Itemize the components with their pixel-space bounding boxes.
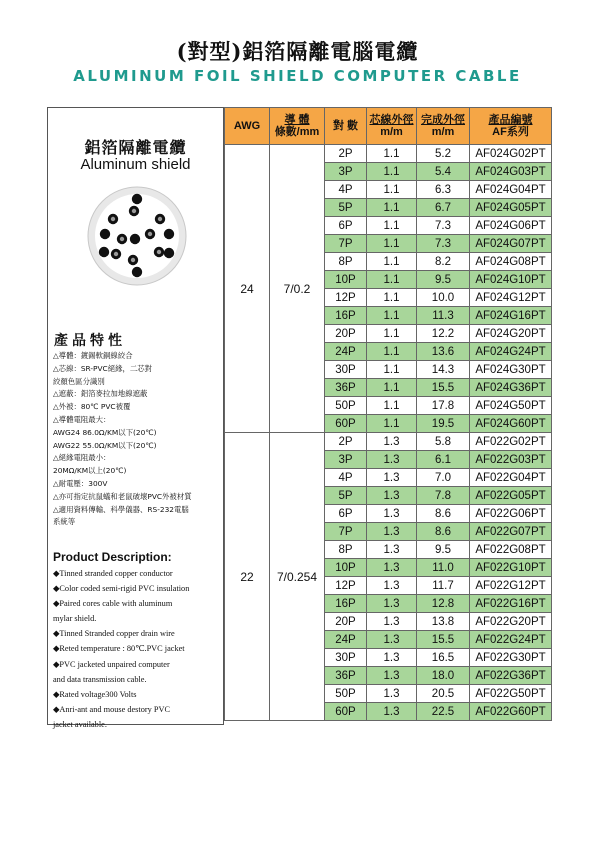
finished-od-cell: 17.8 — [417, 397, 470, 415]
core-od-cell: 1.1 — [367, 289, 417, 307]
core-od-cell: 1.3 — [367, 541, 417, 559]
table-header-row — [225, 108, 552, 145]
description-line: ◆Reted temperature : 80℃.PVC jacket — [53, 644, 185, 654]
product-no-cell: AF022G06PT — [470, 505, 552, 523]
core-od-cell: 1.3 — [367, 631, 417, 649]
feature-line: 20MΩ/KM以上(20℃) — [53, 466, 127, 476]
description-line: mylar shield. — [53, 614, 97, 624]
product-no-cell: AF022G12PT — [470, 577, 552, 595]
core-od-cell: 1.1 — [367, 145, 417, 163]
core-od-cell: 1.1 — [367, 181, 417, 199]
spec-table — [224, 107, 552, 721]
product-no-cell: AF024G36PT — [470, 379, 552, 397]
core-od-cell: 1.3 — [367, 433, 417, 451]
core-od-cell: 1.1 — [367, 415, 417, 433]
finished-od-cell: 8.2 — [417, 253, 470, 271]
pairs-cell: 2P — [325, 145, 367, 163]
pairs-cell: 30P — [325, 361, 367, 379]
panel-title-zh: 鋁箔隔離電纜 — [84, 138, 187, 157]
pairs-cell: 36P — [325, 379, 367, 397]
product-no-cell: AF022G05PT — [470, 487, 552, 505]
pairs-cell: 6P — [325, 217, 367, 235]
core-od-cell: 1.1 — [367, 325, 417, 343]
feature-line: 系統等 — [53, 517, 76, 527]
core-od-cell: 1.3 — [367, 451, 417, 469]
core-od-cell: 1.1 — [367, 307, 417, 325]
core-od-cell: 1.3 — [367, 505, 417, 523]
pairs-cell: 60P — [325, 703, 367, 721]
pairs-cell: 50P — [325, 685, 367, 703]
core-od-cell: 1.1 — [367, 253, 417, 271]
core-od-cell: 1.3 — [367, 523, 417, 541]
feature-line: AWG24 86.0Ω/KM以下(20℃) — [53, 427, 157, 437]
feature-line: △外被：80℃ PVC被覆 — [53, 402, 131, 412]
feature-line: △亦可指定抗鼠蟻和老鼠破壞PVC外被材質 — [53, 491, 192, 501]
pairs-cell: 60P — [325, 415, 367, 433]
pairs-cell: 3P — [325, 451, 367, 469]
core-od-cell: 1.1 — [367, 379, 417, 397]
header-pairs: 對 數 — [325, 108, 367, 145]
finished-od-cell: 7.3 — [417, 217, 470, 235]
product-no-cell: AF024G12PT — [470, 289, 552, 307]
product-no-cell: AF022G03PT — [470, 451, 552, 469]
finished-od-cell: 6.3 — [417, 181, 470, 199]
pairs-cell: 2P — [325, 433, 367, 451]
finished-od-cell: 5.4 — [417, 163, 470, 181]
finished-od-cell: 13.6 — [417, 343, 470, 361]
description-line: ◆Tinned Stranded copper drain wire — [53, 629, 175, 639]
finished-od-cell: 13.8 — [417, 613, 470, 631]
feature-line: △耐電壓：300V — [53, 478, 108, 488]
finished-od-cell: 15.5 — [417, 631, 470, 649]
core-od-cell: 1.3 — [367, 487, 417, 505]
pairs-cell: 20P — [325, 325, 367, 343]
page-title: (對型)鋁箔隔離電腦電纜 — [176, 39, 419, 64]
pairs-cell: 24P — [325, 343, 367, 361]
description-line: ◆Color coded semi-rigid PVC insulation — [53, 584, 190, 594]
feature-line: △遮蔽：鋁箔麥拉加地線遮蔽 — [53, 389, 148, 399]
feature-line: △適用資料傳輸、科學儀器、RS-232電腦 — [53, 504, 189, 514]
finished-od-cell: 15.5 — [417, 379, 470, 397]
core-od-cell: 1.3 — [367, 613, 417, 631]
finished-od-cell: 12.2 — [417, 325, 470, 343]
product-no-cell: AF022G20PT — [470, 613, 552, 631]
pairs-cell: 16P — [325, 595, 367, 613]
pairs-cell: 10P — [325, 271, 367, 289]
product-no-cell: AF022G24PT — [470, 631, 552, 649]
description-list — [53, 566, 225, 732]
finished-od-cell: 7.3 — [417, 235, 470, 253]
product-no-cell: AF024G20PT — [470, 325, 552, 343]
finished-od-cell: 20.5 — [417, 685, 470, 703]
core-od-cell: 1.1 — [367, 361, 417, 379]
product-no-cell: AF024G08PT — [470, 253, 552, 271]
finished-od-cell: 5.2 — [417, 145, 470, 163]
product-no-cell: AF022G08PT — [470, 541, 552, 559]
finished-od-cell: 6.7 — [417, 199, 470, 217]
panel-title-en: Aluminum shield — [80, 156, 191, 173]
header-awg: AWG — [225, 108, 270, 145]
core-od-cell: 1.3 — [367, 649, 417, 667]
page-subtitle: ALUMINUM FOIL SHIELD COMPUTER CABLE — [73, 67, 522, 85]
finished-od-cell: 6.1 — [417, 451, 470, 469]
product-no-cell: AF024G07PT — [470, 235, 552, 253]
finished-od-cell: 11.7 — [417, 577, 470, 595]
awg-cell: 22 — [225, 433, 270, 721]
core-od-cell: 1.1 — [367, 163, 417, 181]
product-no-cell: AF024G02PT — [470, 145, 552, 163]
core-od-cell: 1.3 — [367, 577, 417, 595]
description-line: and data transmission cable. — [53, 674, 147, 684]
core-od-cell: 1.3 — [367, 595, 417, 613]
pairs-cell: 7P — [325, 523, 367, 541]
conductor-cell: 7/0.254 — [270, 433, 325, 721]
pairs-cell: 16P — [325, 307, 367, 325]
finished-od-cell: 12.8 — [417, 595, 470, 613]
product-no-cell: AF022G50PT — [470, 685, 552, 703]
conductor-cell: 7/0.2 — [270, 145, 325, 433]
product-no-cell: AF024G06PT — [470, 217, 552, 235]
feature-line: △導體：鍍錫軟銅線絞合 — [53, 351, 133, 360]
pairs-cell: 6P — [325, 505, 367, 523]
pairs-cell: 8P — [325, 253, 367, 271]
description-line: ◆PVC jacketed unpaired computer — [53, 659, 170, 669]
finished-od-cell: 22.5 — [417, 703, 470, 721]
core-od-cell: 1.1 — [367, 235, 417, 253]
product-no-cell: AF024G05PT — [470, 199, 552, 217]
product-info-panel — [47, 107, 224, 729]
finished-od-cell: 14.3 — [417, 361, 470, 379]
pairs-cell: 3P — [325, 163, 367, 181]
finished-od-cell: 5.8 — [417, 433, 470, 451]
finished-od-cell: 7.8 — [417, 487, 470, 505]
pairs-cell: 5P — [325, 199, 367, 217]
finished-od-cell: 8.6 — [417, 505, 470, 523]
header-conductor: 導 體 條數/mm — [270, 108, 325, 145]
pairs-cell: 12P — [325, 289, 367, 307]
core-od-cell: 1.1 — [367, 397, 417, 415]
features-title: 產品特性 — [54, 333, 126, 349]
product-no-cell: AF024G04PT — [470, 181, 552, 199]
finished-od-cell: 8.6 — [417, 523, 470, 541]
pairs-cell: 50P — [325, 397, 367, 415]
product-no-cell: AF024G60PT — [470, 415, 552, 433]
core-od-cell: 1.3 — [367, 667, 417, 685]
pairs-cell: 8P — [325, 541, 367, 559]
table-body — [225, 145, 552, 721]
product-no-cell: AF024G50PT — [470, 397, 552, 415]
feature-line: 絞顏色區分識別 — [53, 376, 105, 386]
header-finished-od: 完成外徑 m/m — [417, 108, 470, 145]
pairs-cell: 4P — [325, 181, 367, 199]
product-no-cell: AF024G30PT — [470, 361, 552, 379]
finished-od-cell: 7.0 — [417, 469, 470, 487]
pairs-cell: 5P — [325, 487, 367, 505]
product-no-cell: AF022G10PT — [470, 559, 552, 577]
product-no-cell: AF022G16PT — [470, 595, 552, 613]
core-od-cell: 1.3 — [367, 703, 417, 721]
core-od-cell: 1.1 — [367, 271, 417, 289]
pairs-cell: 30P — [325, 649, 367, 667]
description-line: ◆Rated voltage300 Volts — [53, 689, 137, 699]
header-core-od: 芯線外徑 m/m — [367, 108, 417, 145]
finished-od-cell: 9.5 — [417, 271, 470, 289]
feature-line: △芯線：SR-PVC絕緣，二芯對 — [53, 363, 153, 373]
product-no-cell: AF024G16PT — [470, 307, 552, 325]
product-no-cell: AF024G10PT — [470, 271, 552, 289]
product-no-cell: AF022G07PT — [470, 523, 552, 541]
core-od-cell: 1.1 — [367, 199, 417, 217]
feature-line: △絕緣電阻最小： — [53, 453, 111, 463]
finished-od-cell: 11.0 — [417, 559, 470, 577]
finished-od-cell: 9.5 — [417, 541, 470, 559]
product-no-cell: AF024G03PT — [470, 163, 552, 181]
description-title: Product Description: — [53, 550, 172, 564]
description-line: jacket available. — [53, 719, 107, 729]
product-no-cell: AF022G60PT — [470, 703, 552, 721]
feature-line: AWG22 55.0Ω/KM以下(20℃) — [53, 440, 157, 450]
description-line: ◆Paired cores cable with aluminum — [53, 599, 173, 609]
table-row — [225, 145, 552, 163]
finished-od-cell: 18.0 — [417, 667, 470, 685]
table-row — [225, 433, 552, 451]
pairs-cell: 20P — [325, 613, 367, 631]
cable-cross-section-illustration — [87, 186, 187, 286]
pairs-cell: 7P — [325, 235, 367, 253]
product-no-cell: AF022G36PT — [470, 667, 552, 685]
core-od-cell: 1.1 — [367, 343, 417, 361]
finished-od-cell: 19.5 — [417, 415, 470, 433]
pairs-cell: 24P — [325, 631, 367, 649]
finished-od-cell: 11.3 — [417, 307, 470, 325]
product-no-cell: AF022G02PT — [470, 433, 552, 451]
product-no-cell: AF022G04PT — [470, 469, 552, 487]
core-od-cell: 1.3 — [367, 685, 417, 703]
features-list — [53, 350, 223, 529]
core-od-cell: 1.3 — [367, 469, 417, 487]
pairs-cell: 4P — [325, 469, 367, 487]
description-line: ◆Anri-ant and mouse destory PVC — [53, 704, 170, 714]
awg-cell: 24 — [225, 145, 270, 433]
product-no-cell: AF024G24PT — [470, 343, 552, 361]
core-od-cell: 1.1 — [367, 217, 417, 235]
header-product-no: 產品編號 AF系列 — [470, 108, 552, 145]
pairs-cell: 36P — [325, 667, 367, 685]
product-no-cell: AF022G30PT — [470, 649, 552, 667]
core-od-cell: 1.3 — [367, 559, 417, 577]
pairs-cell: 10P — [325, 559, 367, 577]
finished-od-cell: 10.0 — [417, 289, 470, 307]
feature-line: △導體電阻最大： — [53, 414, 111, 424]
finished-od-cell: 16.5 — [417, 649, 470, 667]
description-line: ◆Tinned stranded copper conductor — [53, 569, 173, 578]
pairs-cell: 12P — [325, 577, 367, 595]
